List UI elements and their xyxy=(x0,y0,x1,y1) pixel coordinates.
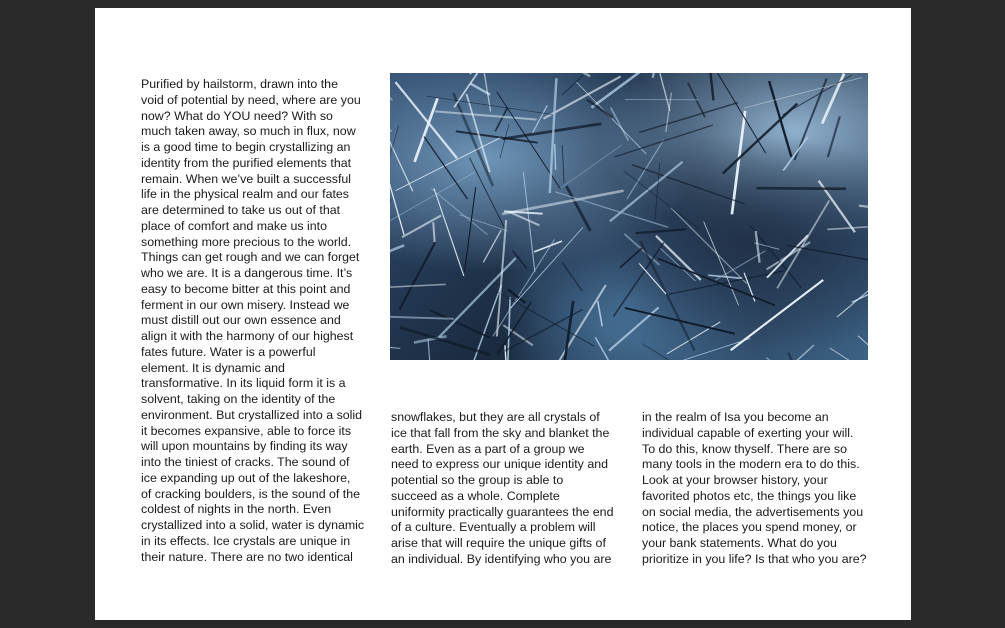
text-line: earth. Even as a part of a group we xyxy=(391,441,585,456)
text-line: are determined to take us out of that xyxy=(141,203,341,217)
ice-crystal-lines xyxy=(390,73,868,360)
text-line: into the tiniest of cracks. The sound of xyxy=(141,455,350,469)
text-line: will upon mountains by finding its way xyxy=(141,439,348,454)
text-line: individual capable of exerting your will. xyxy=(642,425,854,440)
text-line: is a good time to begin crystallizing an xyxy=(141,140,351,154)
text-line: ice that fall from the sky and blanket the xyxy=(391,425,610,440)
text-line: potential so the group is able to xyxy=(391,473,564,487)
text-line: many tools in the modern era to do this. xyxy=(642,457,860,472)
text-line: an individual. By identifying who you are xyxy=(391,551,612,566)
text-column-1 xyxy=(141,77,364,565)
text-line: void of potential by need, where are you xyxy=(141,92,361,107)
text-line: coldest of nights in the north. Even xyxy=(141,502,332,517)
text-line: crystallized into a solid, water is dynamic xyxy=(141,518,365,532)
text-line: in its effects. Ice crystals are unique in xyxy=(141,533,351,548)
text-line: must distill out our own essence and xyxy=(141,313,341,328)
text-line: To do this, know thyself. There are so xyxy=(642,441,848,456)
text-line: transformative. In its liquid form it is a xyxy=(141,376,346,391)
text-line: much taken away, so much in flux, now xyxy=(141,124,356,139)
text-line: notice, the places you spend money, or xyxy=(642,520,857,535)
text-line: favorited photos etc, the things you like xyxy=(642,488,857,503)
text-line: Things can get rough and we can forget xyxy=(141,250,360,265)
text-line: environment. But crystallized into a solid xyxy=(141,407,363,422)
text-column-2 xyxy=(391,410,613,568)
text-line: fates future. Water is a powerful xyxy=(141,344,316,359)
text-line: their nature. There are no two identical xyxy=(141,549,353,564)
document-page xyxy=(95,8,911,620)
text-line: element. It is dynamic and xyxy=(141,360,285,375)
text-line: your bank statements. What do you xyxy=(642,536,837,550)
text-line: arise that will require the unique gifts of xyxy=(391,536,606,550)
text-line: solvent, taking on the identity of the xyxy=(141,392,336,406)
ice-crystal-photo xyxy=(390,73,868,360)
text-line: easy to become bitter at this point and xyxy=(141,281,351,296)
text-line: in the realm of Isa you become an xyxy=(642,410,829,424)
text-line: ferment in our own misery. Instead we xyxy=(141,297,350,312)
text-line: it becomes expansive, able to force its xyxy=(141,423,352,438)
text-line: need to express our unique identity and xyxy=(391,457,608,472)
text-line: of cracking boulders, is the sound of the xyxy=(141,486,361,501)
text-line: align it with the harmony of our highest xyxy=(141,329,354,343)
text-line: remain. When we’ve built a successful xyxy=(141,171,352,186)
text-line: something more precious to the world. xyxy=(141,234,352,249)
text-line: now? What do YOU need? With so xyxy=(141,108,333,123)
text-line: snowflakes, but they are all crystals of xyxy=(391,410,600,424)
text-line: of a culture. Eventually a problem will xyxy=(391,520,596,535)
text-line: ice expanding up out of the lakeshore, xyxy=(141,470,351,485)
text-line: uniformity practically guarantees the end xyxy=(391,504,614,519)
text-line: place of comfort and make us into xyxy=(141,218,327,233)
text-line: Look at your browser history, your xyxy=(642,473,828,487)
text-column-3 xyxy=(642,410,867,568)
text-line: on social media, the advertisements you xyxy=(642,504,864,519)
text-line: identity from the purified elements that xyxy=(141,155,352,170)
text-line: life in the physical realm and our fates xyxy=(141,187,349,202)
text-line: prioritize in you life? Is that who you are? xyxy=(642,551,867,566)
text-line: Purified by hailstorm, drawn into the xyxy=(141,77,338,91)
text-line: who we are. It is a dangerous time. It’s xyxy=(141,266,353,280)
text-line: succeed as a whole. Complete xyxy=(391,488,560,503)
